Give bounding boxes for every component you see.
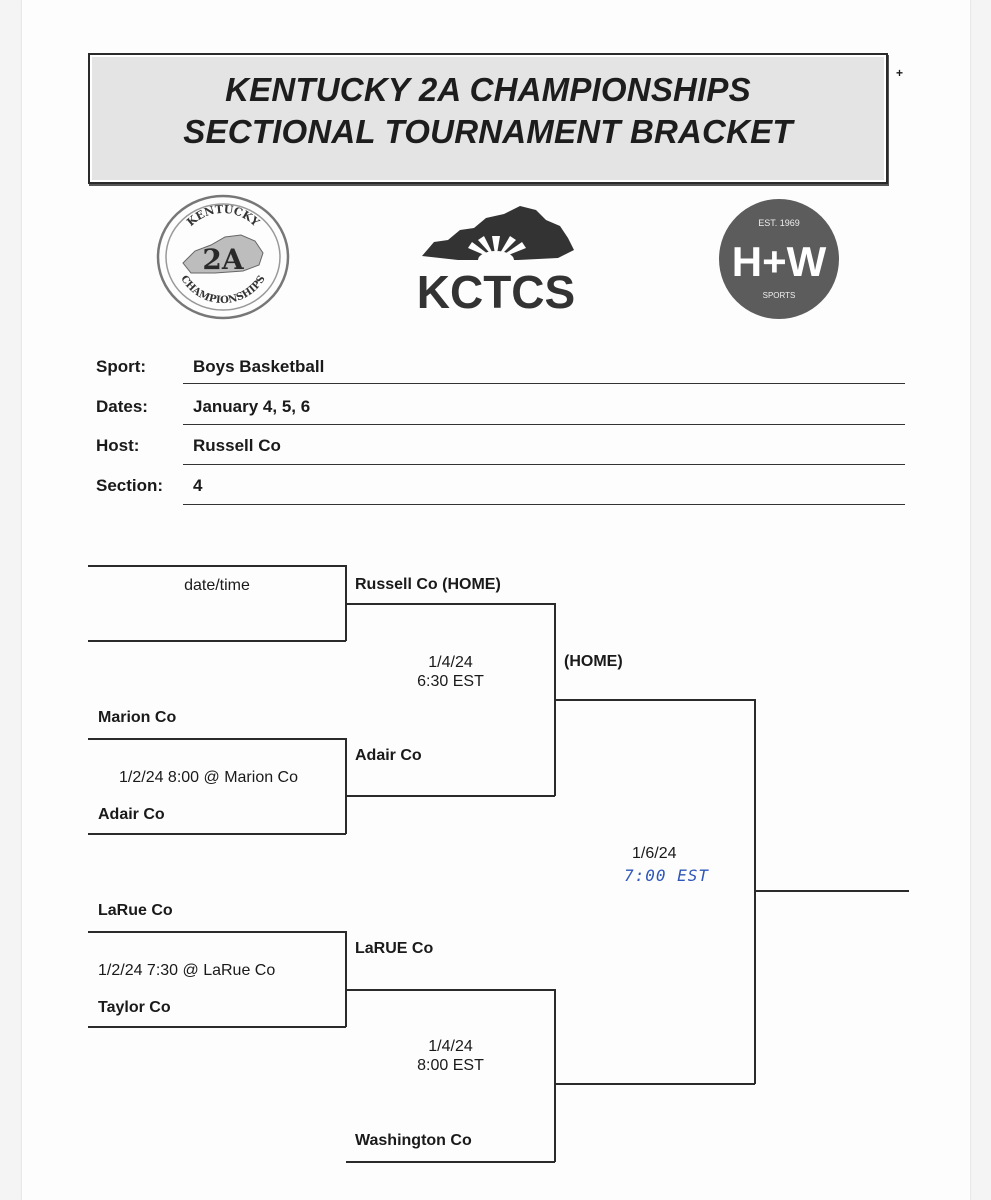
- logo-bottom-text: CHAMPIONSHIPS: [178, 273, 268, 307]
- r2-game-b-line-1: [346, 989, 555, 991]
- r2-game-b-line-2: [346, 1161, 555, 1163]
- champion-line: [755, 890, 909, 892]
- r2-game-a-line-2: [346, 795, 555, 797]
- sport-value: Boys Basketball: [193, 357, 325, 376]
- logo-top-text: KENTUCKY: [184, 202, 262, 229]
- r1-game-a-line-1: [88, 738, 346, 740]
- r1-top-line-2: [88, 640, 346, 642]
- final-line-1: [555, 699, 755, 701]
- r1-game-a-team1: Marion Co: [98, 709, 177, 726]
- title-box: [88, 53, 888, 184]
- kentucky-2a-championships-logo: [155, 193, 291, 321]
- dates-value: January 4, 5, 6: [193, 397, 311, 416]
- hw-sub-text: SPORTS: [762, 291, 796, 300]
- title-line-2: SECTIONAL TOURNAMENT BRACKET: [183, 113, 793, 150]
- title-line-1: KENTUCKY 2A CHAMPIONSHIPS: [225, 71, 751, 108]
- r1-game-a-line-2: [88, 833, 346, 835]
- r2-game-b-team2: Washington Co: [355, 1132, 472, 1149]
- r1-game-b-team1: LaRue Co: [98, 902, 173, 919]
- final-team1: (HOME): [564, 653, 623, 670]
- section-label: Section:: [96, 476, 164, 495]
- r1-game-b-info: 1/2/24 7:30 @ LaRue Co: [98, 962, 276, 979]
- r2-game-b-team1: LaRUE Co: [355, 940, 434, 957]
- r1-game-b-team2: Taylor Co: [98, 999, 171, 1016]
- r1-game-a-connector: [345, 738, 347, 834]
- dates-label: Dates:: [96, 397, 148, 416]
- r2-game-a-line-1: [346, 603, 555, 605]
- r1-slot-top-label: date/time: [184, 577, 250, 594]
- sport-label: Sport:: [96, 357, 147, 376]
- r1-game-b-line-2: [88, 1026, 346, 1028]
- dates-rule: [183, 424, 905, 425]
- r2-game-b-time: 8:00 EST: [417, 1057, 484, 1074]
- final-date: 1/6/24: [632, 845, 677, 862]
- host-value: Russell Co: [193, 436, 281, 455]
- final-line-2: [555, 1083, 755, 1085]
- plus-mark: +: [896, 66, 904, 80]
- hw-est-text: EST. 1969: [758, 218, 800, 228]
- host-label: Host:: [96, 436, 140, 455]
- r2-game-a-date: 1/4/24: [428, 654, 473, 671]
- r1-top-line-1: [88, 565, 346, 567]
- r1-game-a-info: 1/2/24 8:00 @ Marion Co: [119, 769, 299, 786]
- r2-game-a-time: 6:30 EST: [417, 673, 484, 690]
- hw-main-text: H+W: [731, 238, 827, 285]
- r2-game-a-team1: Russell Co (HOME): [355, 576, 501, 593]
- r2-game-a-team2: Adair Co: [355, 747, 422, 764]
- r1-game-a-team2: Adair Co: [98, 806, 165, 823]
- host-rule: [183, 464, 905, 465]
- r2-game-b-connector: [554, 989, 556, 1162]
- r2-game-b-date: 1/4/24: [428, 1038, 473, 1055]
- hw-sports-logo: [718, 198, 840, 320]
- section-value: 4: [193, 476, 203, 495]
- kctcs-logo: [408, 196, 584, 316]
- logo-center-text: 2A: [202, 243, 244, 276]
- r1-game-b-connector: [345, 931, 347, 1027]
- kctcs-text: KCTCS: [416, 266, 576, 316]
- section-rule: [183, 504, 905, 505]
- final-time-handwritten: 7:00 EST: [624, 866, 710, 885]
- final-connector: [754, 699, 756, 1084]
- r1-game-b-line-1: [88, 931, 346, 933]
- sport-rule: [183, 383, 905, 384]
